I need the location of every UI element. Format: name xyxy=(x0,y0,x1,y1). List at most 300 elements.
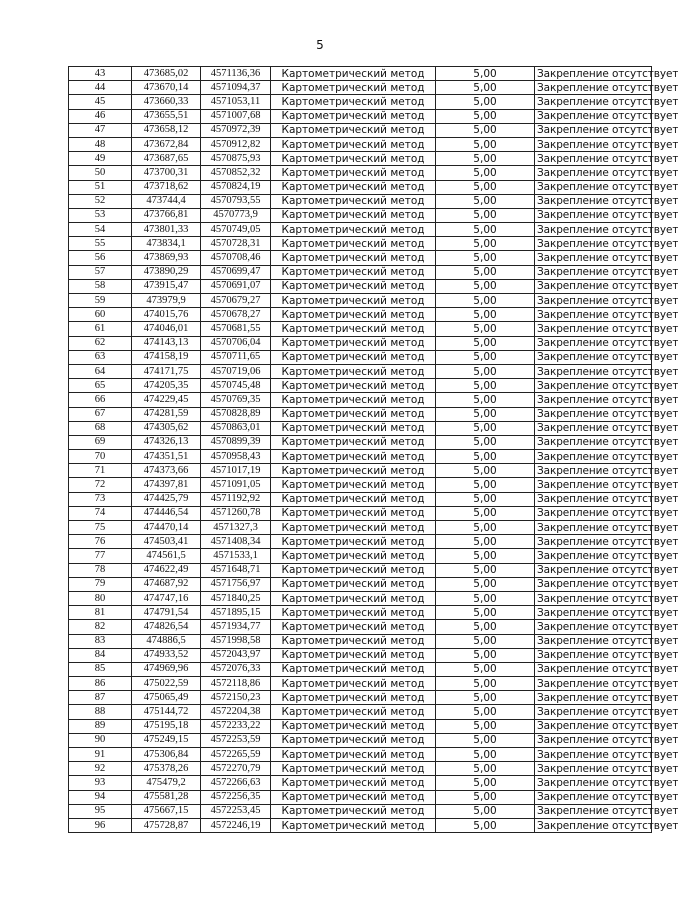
table-row xyxy=(69,95,652,109)
accuracy-cell: 5,00 xyxy=(436,265,535,279)
x-coordinate-cell: 473834,1 xyxy=(132,237,201,251)
y-coordinate-cell: 4572253,45 xyxy=(201,804,271,818)
method-cell: Картометрический метод xyxy=(271,81,436,95)
accuracy-cell: 5,00 xyxy=(436,804,535,818)
accuracy-cell: 5,00 xyxy=(436,421,535,435)
method-cell: Картометрический метод xyxy=(271,152,436,166)
y-coordinate-cell: 4571895,15 xyxy=(201,606,271,620)
point-number-cell: 50 xyxy=(69,166,132,180)
fixation-cell: Закрепление отсутствует xyxy=(535,577,652,591)
x-coordinate-cell: 474143,13 xyxy=(132,336,201,350)
accuracy-cell: 5,00 xyxy=(436,648,535,662)
method-cell: Картометрический метод xyxy=(271,662,436,676)
accuracy-cell: 5,00 xyxy=(436,322,535,336)
x-coordinate-cell: 473670,14 xyxy=(132,81,201,95)
x-coordinate-cell: 475667,15 xyxy=(132,804,201,818)
x-coordinate-cell: 475378,26 xyxy=(132,762,201,776)
x-coordinate-cell: 473687,65 xyxy=(132,152,201,166)
fixation-cell: Закрепление отсутствует xyxy=(535,223,652,237)
table-row xyxy=(69,691,652,705)
table-row xyxy=(69,748,652,762)
x-coordinate-cell: 474503,41 xyxy=(132,535,201,549)
point-number-cell: 83 xyxy=(69,634,132,648)
accuracy-cell: 5,00 xyxy=(436,435,535,449)
fixation-cell: Закрепление отсутствует xyxy=(535,506,652,520)
method-cell: Картометрический метод xyxy=(271,804,436,818)
y-coordinate-cell: 4572204,38 xyxy=(201,705,271,719)
point-number-cell: 62 xyxy=(69,336,132,350)
fixation-cell: Закрепление отсутствует xyxy=(535,762,652,776)
point-number-cell: 44 xyxy=(69,81,132,95)
accuracy-cell: 5,00 xyxy=(436,336,535,350)
y-coordinate-cell: 4572118,86 xyxy=(201,677,271,691)
fixation-cell: Закрепление отсутствует xyxy=(535,166,652,180)
y-coordinate-cell: 4571533,1 xyxy=(201,549,271,563)
point-number-cell: 46 xyxy=(69,109,132,123)
point-number-cell: 56 xyxy=(69,251,132,265)
x-coordinate-cell: 474791,54 xyxy=(132,606,201,620)
method-cell: Картометрический метод xyxy=(271,393,436,407)
table-row xyxy=(69,364,652,378)
point-number-cell: 65 xyxy=(69,379,132,393)
table-row xyxy=(69,563,652,577)
coordinates-table-body xyxy=(69,67,678,833)
accuracy-cell: 5,00 xyxy=(436,492,535,506)
point-number-cell: 88 xyxy=(69,705,132,719)
method-cell: Картометрический метод xyxy=(271,818,436,832)
point-number-cell: 45 xyxy=(69,95,132,109)
method-cell: Картометрический метод xyxy=(271,648,436,662)
point-number-cell: 67 xyxy=(69,407,132,421)
fixation-cell: Закрепление отсутствует xyxy=(535,421,652,435)
point-number-cell: 79 xyxy=(69,577,132,591)
accuracy-cell: 5,00 xyxy=(436,577,535,591)
point-number-cell: 75 xyxy=(69,521,132,535)
x-coordinate-cell: 474158,19 xyxy=(132,350,201,364)
x-coordinate-cell: 474561,5 xyxy=(132,549,201,563)
accuracy-cell: 5,00 xyxy=(436,166,535,180)
y-coordinate-cell: 4570773,9 xyxy=(201,208,271,222)
y-coordinate-cell: 4571094,37 xyxy=(201,81,271,95)
table-row xyxy=(69,804,652,818)
x-coordinate-cell: 474622,49 xyxy=(132,563,201,577)
y-coordinate-cell: 4570912,82 xyxy=(201,137,271,151)
x-coordinate-cell: 474046,01 xyxy=(132,322,201,336)
fixation-cell: Закрепление отсутствует xyxy=(535,521,652,535)
method-cell: Картометрический метод xyxy=(271,776,436,790)
fixation-cell: Закрепление отсутствует xyxy=(535,237,652,251)
fixation-cell: Закрепление отсутствует xyxy=(535,648,652,662)
method-cell: Картометрический метод xyxy=(271,364,436,378)
method-cell: Картометрический метод xyxy=(271,591,436,605)
accuracy-cell: 5,00 xyxy=(436,705,535,719)
x-coordinate-cell: 474470,14 xyxy=(132,521,201,535)
table-row xyxy=(69,166,652,180)
y-coordinate-cell: 4571934,77 xyxy=(201,620,271,634)
fixation-cell: Закрепление отсутствует xyxy=(535,591,652,605)
method-cell: Картометрический метод xyxy=(271,748,436,762)
accuracy-cell: 5,00 xyxy=(436,194,535,208)
x-coordinate-cell: 475306,84 xyxy=(132,748,201,762)
method-cell: Картометрический метод xyxy=(271,194,436,208)
x-coordinate-cell: 474351,51 xyxy=(132,450,201,464)
y-coordinate-cell: 4572150,23 xyxy=(201,691,271,705)
method-cell: Картометрический метод xyxy=(271,521,436,535)
method-cell: Картометрический метод xyxy=(271,492,436,506)
accuracy-cell: 5,00 xyxy=(436,208,535,222)
method-cell: Картометрический метод xyxy=(271,223,436,237)
fixation-cell: Закрепление отсутствует xyxy=(535,677,652,691)
y-coordinate-cell: 4571408,34 xyxy=(201,535,271,549)
fixation-cell: Закрепление отсутствует xyxy=(535,407,652,421)
fixation-cell: Закрепление отсутствует xyxy=(535,818,652,832)
x-coordinate-cell: 474826,54 xyxy=(132,620,201,634)
table-row xyxy=(69,279,652,293)
method-cell: Картометрический метод xyxy=(271,478,436,492)
table-row xyxy=(69,180,652,194)
table-row xyxy=(69,818,652,832)
table-row xyxy=(69,606,652,620)
point-number-cell: 80 xyxy=(69,591,132,605)
fixation-cell: Закрепление отсутствует xyxy=(535,208,652,222)
x-coordinate-cell: 474229,45 xyxy=(132,393,201,407)
point-number-cell: 64 xyxy=(69,364,132,378)
method-cell: Картометрический метод xyxy=(271,563,436,577)
y-coordinate-cell: 4570681,55 xyxy=(201,322,271,336)
fixation-cell: Закрепление отсутствует xyxy=(535,691,652,705)
x-coordinate-cell: 473801,33 xyxy=(132,223,201,237)
method-cell: Картометрический метод xyxy=(271,308,436,322)
accuracy-cell: 5,00 xyxy=(436,123,535,137)
table-row xyxy=(69,662,652,676)
fixation-cell: Закрепление отсутствует xyxy=(535,251,652,265)
point-number-cell: 86 xyxy=(69,677,132,691)
x-coordinate-cell: 473890,29 xyxy=(132,265,201,279)
x-coordinate-cell: 474326,13 xyxy=(132,435,201,449)
point-number-cell: 76 xyxy=(69,535,132,549)
x-coordinate-cell: 473685,02 xyxy=(132,67,201,81)
point-number-cell: 78 xyxy=(69,563,132,577)
fixation-cell: Закрепление отсутствует xyxy=(535,790,652,804)
method-cell: Картометрический метод xyxy=(271,549,436,563)
method-cell: Картометрический метод xyxy=(271,719,436,733)
fixation-cell: Закрепление отсутствует xyxy=(535,464,652,478)
x-coordinate-cell: 475728,87 xyxy=(132,818,201,832)
y-coordinate-cell: 4570958,43 xyxy=(201,450,271,464)
table-row xyxy=(69,521,652,535)
method-cell: Картометрический метод xyxy=(271,535,436,549)
method-cell: Картометрический метод xyxy=(271,336,436,350)
y-coordinate-cell: 4570708,46 xyxy=(201,251,271,265)
method-cell: Картометрический метод xyxy=(271,733,436,747)
table-row xyxy=(69,634,652,648)
y-coordinate-cell: 4571840,25 xyxy=(201,591,271,605)
fixation-cell: Закрепление отсутствует xyxy=(535,393,652,407)
fixation-cell: Закрепление отсутствует xyxy=(535,620,652,634)
point-number-cell: 82 xyxy=(69,620,132,634)
table-row xyxy=(69,464,652,478)
x-coordinate-cell: 474425,79 xyxy=(132,492,201,506)
table-row xyxy=(69,208,652,222)
point-number-cell: 54 xyxy=(69,223,132,237)
y-coordinate-cell: 4570679,27 xyxy=(201,294,271,308)
y-coordinate-cell: 4570749,05 xyxy=(201,223,271,237)
table-row xyxy=(69,137,652,151)
fixation-cell: Закрепление отсутствует xyxy=(535,435,652,449)
x-coordinate-cell: 473660,33 xyxy=(132,95,201,109)
fixation-cell: Закрепление отсутствует xyxy=(535,95,652,109)
table-row xyxy=(69,762,652,776)
method-cell: Картометрический метод xyxy=(271,109,436,123)
point-number-cell: 53 xyxy=(69,208,132,222)
y-coordinate-cell: 4570678,27 xyxy=(201,308,271,322)
x-coordinate-cell: 473655,51 xyxy=(132,109,201,123)
accuracy-cell: 5,00 xyxy=(436,180,535,194)
table-row xyxy=(69,719,652,733)
accuracy-cell: 5,00 xyxy=(436,109,535,123)
method-cell: Картометрический метод xyxy=(271,677,436,691)
accuracy-cell: 5,00 xyxy=(436,535,535,549)
accuracy-cell: 5,00 xyxy=(436,776,535,790)
accuracy-cell: 5,00 xyxy=(436,521,535,535)
x-coordinate-cell: 475249,15 xyxy=(132,733,201,747)
y-coordinate-cell: 4571192,92 xyxy=(201,492,271,506)
table-row xyxy=(69,336,652,350)
fixation-cell: Закрепление отсутствует xyxy=(535,492,652,506)
y-coordinate-cell: 4572265,59 xyxy=(201,748,271,762)
table-row xyxy=(69,407,652,421)
fixation-cell: Закрепление отсутствует xyxy=(535,549,652,563)
method-cell: Картометрический метод xyxy=(271,421,436,435)
accuracy-cell: 5,00 xyxy=(436,279,535,293)
method-cell: Картометрический метод xyxy=(271,350,436,364)
accuracy-cell: 5,00 xyxy=(436,662,535,676)
y-coordinate-cell: 4571017,19 xyxy=(201,464,271,478)
fixation-cell: Закрепление отсутствует xyxy=(535,364,652,378)
fixation-cell: Закрепление отсутствует xyxy=(535,180,652,194)
x-coordinate-cell: 474305,62 xyxy=(132,421,201,435)
accuracy-cell: 5,00 xyxy=(436,308,535,322)
method-cell: Картометрический метод xyxy=(271,464,436,478)
fixation-cell: Закрепление отсутствует xyxy=(535,535,652,549)
table-row xyxy=(69,109,652,123)
accuracy-cell: 5,00 xyxy=(436,677,535,691)
x-coordinate-cell: 474373,66 xyxy=(132,464,201,478)
fixation-cell: Закрепление отсутствует xyxy=(535,265,652,279)
table-row xyxy=(69,733,652,747)
table-row xyxy=(69,251,652,265)
table-row xyxy=(69,322,652,336)
x-coordinate-cell: 474933,52 xyxy=(132,648,201,662)
y-coordinate-cell: 4571327,3 xyxy=(201,521,271,535)
table-row xyxy=(69,393,652,407)
accuracy-cell: 5,00 xyxy=(436,762,535,776)
point-number-cell: 58 xyxy=(69,279,132,293)
coordinates-table xyxy=(68,66,678,833)
table-row xyxy=(69,620,652,634)
y-coordinate-cell: 4572043,97 xyxy=(201,648,271,662)
x-coordinate-cell: 474446,54 xyxy=(132,506,201,520)
table-row xyxy=(69,350,652,364)
accuracy-cell: 5,00 xyxy=(436,506,535,520)
fixation-cell: Закрепление отсутствует xyxy=(535,563,652,577)
method-cell: Картометрический метод xyxy=(271,762,436,776)
fixation-cell: Закрепление отсутствует xyxy=(535,450,652,464)
accuracy-cell: 5,00 xyxy=(436,223,535,237)
y-coordinate-cell: 4571007,68 xyxy=(201,109,271,123)
fixation-cell: Закрепление отсутствует xyxy=(535,733,652,747)
table-row xyxy=(69,549,652,563)
method-cell: Картометрический метод xyxy=(271,506,436,520)
y-coordinate-cell: 4570899,39 xyxy=(201,435,271,449)
point-number-cell: 61 xyxy=(69,322,132,336)
y-coordinate-cell: 4571756,97 xyxy=(201,577,271,591)
x-coordinate-cell: 474281,59 xyxy=(132,407,201,421)
table-row xyxy=(69,450,652,464)
point-number-cell: 90 xyxy=(69,733,132,747)
point-number-cell: 66 xyxy=(69,393,132,407)
y-coordinate-cell: 4572256,35 xyxy=(201,790,271,804)
page-number: 5 xyxy=(316,38,324,52)
accuracy-cell: 5,00 xyxy=(436,478,535,492)
x-coordinate-cell: 474397,81 xyxy=(132,478,201,492)
method-cell: Картометрический метод xyxy=(271,265,436,279)
method-cell: Картометрический метод xyxy=(271,137,436,151)
table-row xyxy=(69,67,652,81)
table-row xyxy=(69,705,652,719)
y-coordinate-cell: 4570852,32 xyxy=(201,166,271,180)
table-row xyxy=(69,776,652,790)
x-coordinate-cell: 474015,76 xyxy=(132,308,201,322)
method-cell: Картометрический метод xyxy=(271,279,436,293)
method-cell: Картометрический метод xyxy=(271,435,436,449)
y-coordinate-cell: 4571091,05 xyxy=(201,478,271,492)
accuracy-cell: 5,00 xyxy=(436,733,535,747)
y-coordinate-cell: 4570706,04 xyxy=(201,336,271,350)
accuracy-cell: 5,00 xyxy=(436,407,535,421)
method-cell: Картометрический метод xyxy=(271,237,436,251)
point-number-cell: 59 xyxy=(69,294,132,308)
point-number-cell: 81 xyxy=(69,606,132,620)
y-coordinate-cell: 4570699,47 xyxy=(201,265,271,279)
point-number-cell: 92 xyxy=(69,762,132,776)
x-coordinate-cell: 474969,96 xyxy=(132,662,201,676)
point-number-cell: 51 xyxy=(69,180,132,194)
y-coordinate-cell: 4571136,36 xyxy=(201,67,271,81)
point-number-cell: 74 xyxy=(69,506,132,520)
y-coordinate-cell: 4572076,33 xyxy=(201,662,271,676)
accuracy-cell: 5,00 xyxy=(436,393,535,407)
y-coordinate-cell: 4570728,31 xyxy=(201,237,271,251)
method-cell: Картометрический метод xyxy=(271,180,436,194)
method-cell: Картометрический метод xyxy=(271,620,436,634)
method-cell: Картометрический метод xyxy=(271,407,436,421)
y-coordinate-cell: 4571053,11 xyxy=(201,95,271,109)
fixation-cell: Закрепление отсутствует xyxy=(535,379,652,393)
point-number-cell: 47 xyxy=(69,123,132,137)
point-number-cell: 69 xyxy=(69,435,132,449)
y-coordinate-cell: 4570793,55 xyxy=(201,194,271,208)
point-number-cell: 91 xyxy=(69,748,132,762)
method-cell: Картометрический метод xyxy=(271,691,436,705)
x-coordinate-cell: 475581,28 xyxy=(132,790,201,804)
table-row xyxy=(69,421,652,435)
point-number-cell: 95 xyxy=(69,804,132,818)
method-cell: Картометрический метод xyxy=(271,67,436,81)
fixation-cell: Закрепление отсутствует xyxy=(535,662,652,676)
point-number-cell: 89 xyxy=(69,719,132,733)
accuracy-cell: 5,00 xyxy=(436,251,535,265)
method-cell: Картометрический метод xyxy=(271,705,436,719)
x-coordinate-cell: 475144,72 xyxy=(132,705,201,719)
y-coordinate-cell: 4570863,01 xyxy=(201,421,271,435)
fixation-cell: Закрепление отсутствует xyxy=(535,705,652,719)
fixation-cell: Закрепление отсутствует xyxy=(535,109,652,123)
y-coordinate-cell: 4570875,93 xyxy=(201,152,271,166)
accuracy-cell: 5,00 xyxy=(436,450,535,464)
table-row xyxy=(69,790,652,804)
method-cell: Картометрический метод xyxy=(271,166,436,180)
fixation-cell: Закрепление отсутствует xyxy=(535,776,652,790)
accuracy-cell: 5,00 xyxy=(436,464,535,478)
point-number-cell: 48 xyxy=(69,137,132,151)
fixation-cell: Закрепление отсутствует xyxy=(535,478,652,492)
x-coordinate-cell: 475022,59 xyxy=(132,677,201,691)
y-coordinate-cell: 4572246,19 xyxy=(201,818,271,832)
y-coordinate-cell: 4570745,48 xyxy=(201,379,271,393)
x-coordinate-cell: 473700,31 xyxy=(132,166,201,180)
y-coordinate-cell: 4571648,71 xyxy=(201,563,271,577)
accuracy-cell: 5,00 xyxy=(436,95,535,109)
y-coordinate-cell: 4570691,07 xyxy=(201,279,271,293)
x-coordinate-cell: 475479,2 xyxy=(132,776,201,790)
point-number-cell: 57 xyxy=(69,265,132,279)
point-number-cell: 85 xyxy=(69,662,132,676)
fixation-cell: Закрепление отсутствует xyxy=(535,294,652,308)
accuracy-cell: 5,00 xyxy=(436,634,535,648)
accuracy-cell: 5,00 xyxy=(436,748,535,762)
fixation-cell: Закрепление отсутствует xyxy=(535,137,652,151)
x-coordinate-cell: 473718,62 xyxy=(132,180,201,194)
x-coordinate-cell: 473744,4 xyxy=(132,194,201,208)
y-coordinate-cell: 4570769,35 xyxy=(201,393,271,407)
accuracy-cell: 5,00 xyxy=(436,137,535,151)
point-number-cell: 52 xyxy=(69,194,132,208)
table-row xyxy=(69,223,652,237)
table-row xyxy=(69,265,652,279)
point-number-cell: 49 xyxy=(69,152,132,166)
fixation-cell: Закрепление отсутствует xyxy=(535,336,652,350)
method-cell: Картометрический метод xyxy=(271,379,436,393)
accuracy-cell: 5,00 xyxy=(436,549,535,563)
fixation-cell: Закрепление отсутствует xyxy=(535,67,652,81)
method-cell: Картометрический метод xyxy=(271,450,436,464)
point-number-cell: 73 xyxy=(69,492,132,506)
table-row xyxy=(69,308,652,322)
method-cell: Картометрический метод xyxy=(271,208,436,222)
y-coordinate-cell: 4570972,39 xyxy=(201,123,271,137)
accuracy-cell: 5,00 xyxy=(436,350,535,364)
fixation-cell: Закрепление отсутствует xyxy=(535,606,652,620)
x-coordinate-cell: 473915,47 xyxy=(132,279,201,293)
point-number-cell: 94 xyxy=(69,790,132,804)
x-coordinate-cell: 475195,18 xyxy=(132,719,201,733)
y-coordinate-cell: 4571260,78 xyxy=(201,506,271,520)
x-coordinate-cell: 473869,93 xyxy=(132,251,201,265)
table-row xyxy=(69,435,652,449)
table-row xyxy=(69,379,652,393)
table-row xyxy=(69,506,652,520)
